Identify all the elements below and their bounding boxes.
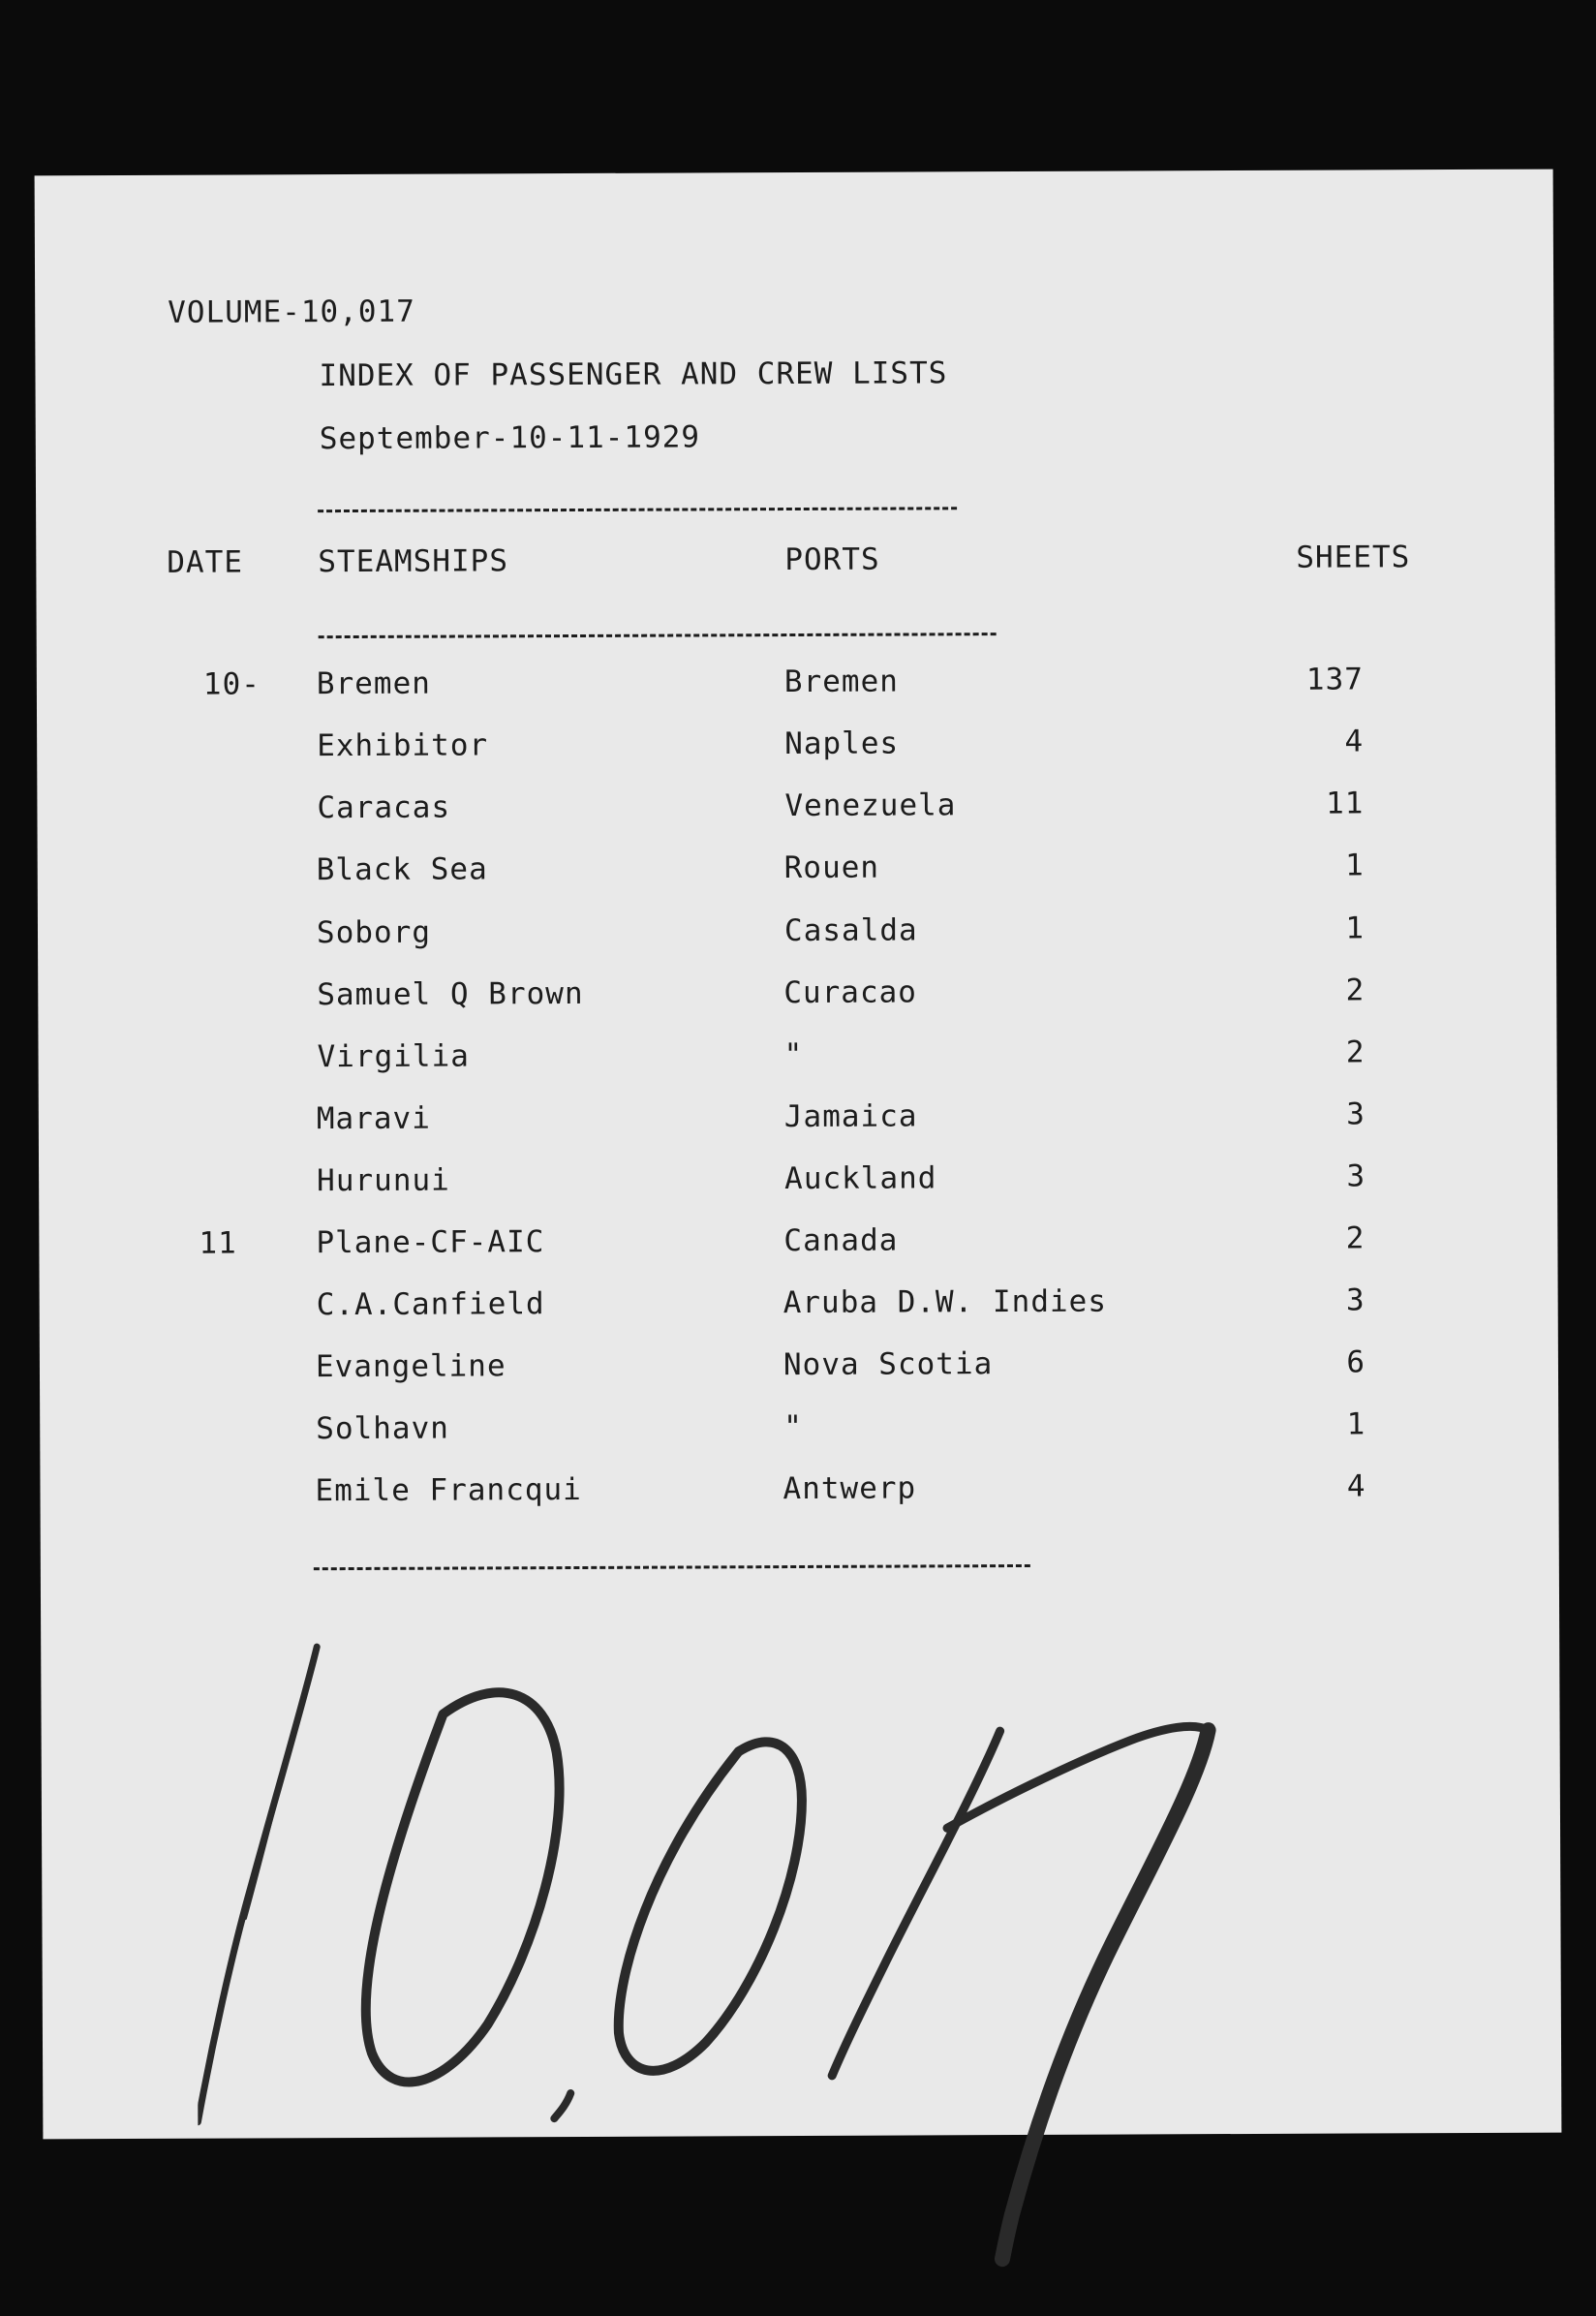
row-sheets: 1 bbox=[1345, 911, 1366, 946]
document-title: INDEX OF PASSENGER AND CREW LISTS bbox=[319, 355, 948, 394]
row-sheets: 3 bbox=[1346, 1158, 1366, 1194]
row-sheets: 2 bbox=[1345, 1220, 1366, 1256]
header-rule-top bbox=[318, 507, 957, 512]
row-port: Naples bbox=[784, 726, 900, 762]
row-port: Rouen bbox=[783, 849, 880, 886]
column-header-steamships: STEAMSHIPS bbox=[318, 543, 509, 580]
row-port: " bbox=[783, 1036, 804, 1073]
row-ship: C.A.Canfield bbox=[316, 1286, 545, 1323]
row-port: Venezuela bbox=[784, 787, 957, 824]
row-port: Nova Scotia bbox=[783, 1346, 994, 1383]
row-ship: Soborg bbox=[316, 914, 432, 951]
row-port: Curacao bbox=[783, 974, 918, 1011]
row-sheets: 2 bbox=[1345, 1034, 1366, 1070]
row-sheets: 137 bbox=[1305, 662, 1364, 697]
handwritten-volume-number bbox=[196, 1632, 1419, 2315]
column-header-date: DATE bbox=[167, 544, 244, 580]
column-header-sheets: SHEETS bbox=[1296, 540, 1411, 575]
row-sheets: 3 bbox=[1346, 1096, 1366, 1132]
column-header-ports: PORTS bbox=[784, 541, 880, 578]
row-sheets: 3 bbox=[1345, 1282, 1366, 1318]
document-page bbox=[35, 170, 1562, 2140]
row-port: Jamaica bbox=[783, 1098, 918, 1135]
row-ship: Bremen bbox=[316, 665, 431, 702]
row-ship: Plane-CF-AIC bbox=[316, 1224, 545, 1261]
row-sheets: 2 bbox=[1345, 973, 1366, 1008]
row-port: Auckland bbox=[784, 1160, 937, 1197]
row-sheets: 4 bbox=[1346, 1468, 1366, 1504]
row-ship: Virgilia bbox=[317, 1038, 470, 1075]
row-sheets: 1 bbox=[1344, 848, 1365, 883]
row-sheets: 11 bbox=[1326, 786, 1365, 821]
row-port: Casalda bbox=[783, 912, 918, 949]
row-ship: Samuel Q Brown bbox=[317, 975, 584, 1013]
row-ship: Emile Francqui bbox=[315, 1471, 582, 1509]
row-ship: Maravi bbox=[316, 1100, 431, 1137]
row-port: Canada bbox=[783, 1222, 899, 1259]
row-port: Aruba D.W. Indies bbox=[783, 1283, 1108, 1321]
row-ship: Solhavn bbox=[316, 1410, 449, 1447]
row-sheets: 6 bbox=[1346, 1344, 1366, 1380]
row-sheets: 4 bbox=[1344, 724, 1365, 759]
header-rule-bottom bbox=[319, 633, 997, 638]
table-rule-bottom bbox=[314, 1564, 1030, 1570]
row-port: Antwerp bbox=[783, 1470, 917, 1507]
row-ship: Hurunui bbox=[317, 1162, 450, 1199]
row-date: 10- bbox=[202, 666, 261, 702]
row-ship: Caracas bbox=[317, 789, 451, 826]
volume-label: VOLUME-10,017 bbox=[168, 293, 415, 330]
row-ship: Evangeline bbox=[315, 1348, 506, 1385]
row-port: " bbox=[783, 1408, 803, 1445]
row-sheets: 1 bbox=[1346, 1406, 1366, 1442]
row-port: Bremen bbox=[783, 664, 899, 700]
row-ship: Exhibitor bbox=[317, 727, 489, 764]
date-range: September-10-11-1929 bbox=[319, 419, 701, 457]
row-date: 11 bbox=[199, 1225, 237, 1261]
row-ship: Black Sea bbox=[316, 851, 488, 888]
